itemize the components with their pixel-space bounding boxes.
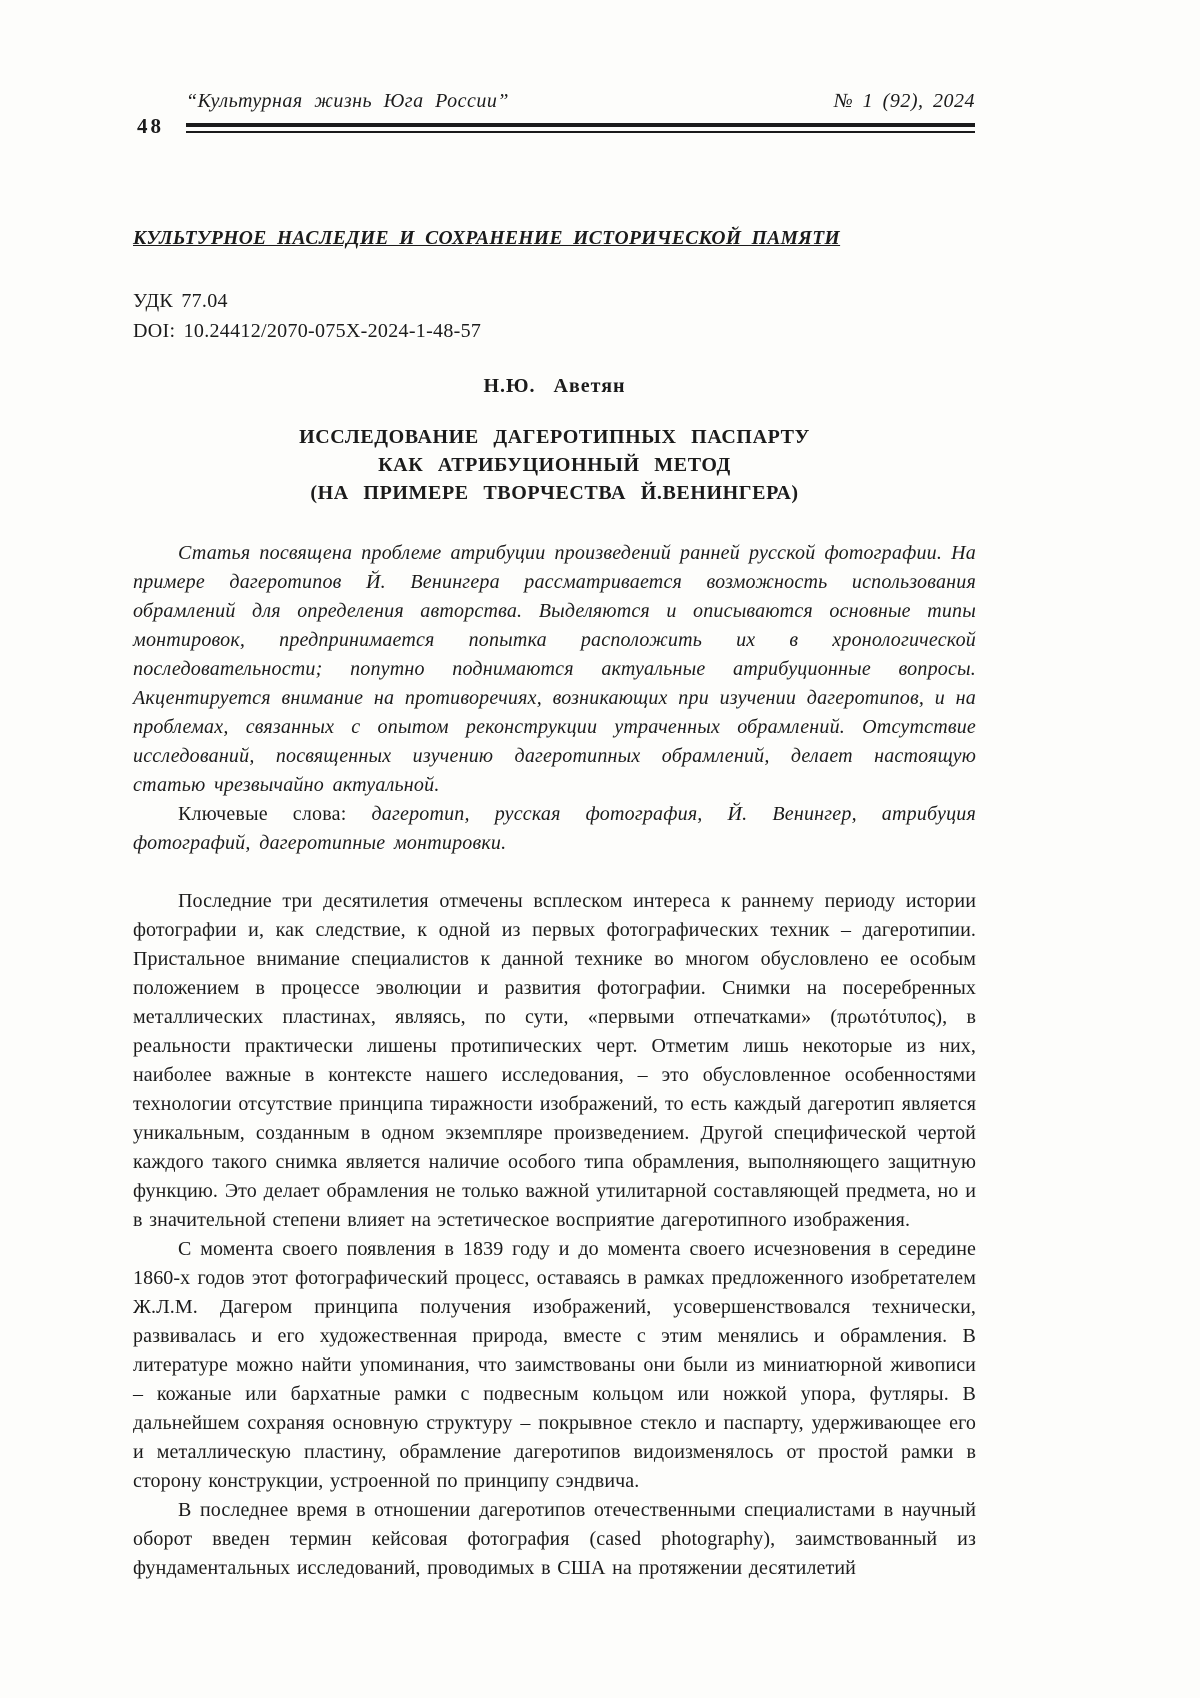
issue-info: № 1 (92), 2024 xyxy=(833,90,975,112)
title-line-3: (НА ПРИМЕРЕ ТВОРЧЕСТВА Й.ВЕНИНГЕРА) xyxy=(310,482,799,504)
article-content xyxy=(133,0,976,1583)
section-heading: КУЛЬТУРНОЕ НАСЛЕДИЕ И СОХРАНЕНИЕ ИСТОРИЧЕСКОЙ ПАМЯТИ xyxy=(133,228,841,249)
title-line-2: КАК АТРИБУЦИОННЫЙ МЕТОД xyxy=(378,454,731,476)
article-title xyxy=(133,423,976,507)
keywords-label: Ключевые слова: xyxy=(178,803,347,825)
body-paragraph: С момента своего появления в 1839 году и до момента своего исчезновения в середине 1860-х годов этот фотографический процесс, оставаясь в рамках предложенного изобретателем Ж.Л.М. Дагером принципа получения изображений, усовершенствовался технически, развивалась и его художественная природа, вместе с этим менялись и обрамления. В литературе можно найти упоминания, что заимствованы они были из миниатюрной живописи – кожаные или бархатные рамки с подвесным кольцом или ножкой упора, футляры. В дальнейшем сохраняя основную структуру – покрывное стекло и паспарту, удерживающее его и металлическую пластину, обрамление дагеротипов видоизменялось от простой рамки в сторону конструкции, устроенной по принципу сэндвича. xyxy=(133,1238,976,1492)
page-number: 48 xyxy=(137,114,164,138)
udc-code: УДК 77.04 xyxy=(133,290,228,312)
body-paragraph: Последние три десятилетия отмечены всплеском интереса к раннему периоду истории фотографии и, как следствие, к одной из первых фотографических техник – дагеротипии. Пристальное внимание специалистов к данной технике во многом обусловлено ее особым положением в процессе эволюции и развития фотографии. Снимки на посеребренных металлических пластинах, являясь, по сути, «первыми отпечатками» (πρωτότυπος), в реальности практически лишены протипических черт. Отметим лишь некоторые из них, наиболее важные в контексте нашего исследования, – это обусловленное особенностями технологии отсутствие принципа тиражности изображений, то есть каждый дагеротип является уникальным, созданным в одном экземпляре произведением. Другой специфической чертой каждого такого снимка является наличие особого типа обрамления, выполняющего защитную функцию. Это делает обрамления не только важной утилитарной составляющей предмета, но и в значительной степени влияет на эстетическое восприятие дагеротипного изображения. xyxy=(133,890,976,1231)
keywords-text: дагеротип, русская фотография, Й. Венингер, атрибуция фотографий, дагеротипные монтировки. xyxy=(133,803,976,854)
title-line-1: ИССЛЕДОВАНИЕ ДАГЕРОТИПНЫХ ПАСПАРТУ xyxy=(299,426,810,448)
body-paragraph: В последнее время в отношении дагеротипов отечественными специалистами в научный оборот введен термин кейсовая фотография (cased photography), заимствованный из фундаментальных исследований, проводимых в США на протяжении десятилетий xyxy=(133,1499,976,1579)
journal-title: “Культурная жизнь Юга России” xyxy=(186,90,509,112)
article-author: Н.Ю. Аветян xyxy=(483,375,626,397)
article-body xyxy=(133,887,976,1583)
doi-code: DOI: 10.24412/2070-075X-2024-1-48-57 xyxy=(133,320,482,342)
abstract-text: Статья посвящена проблеме атрибуции произведений ранней русской фотографии. На примере дагеротипов Й. Венингера рассматривается возможность использования обрамлений для определения авторства. Выделяются и описываются основные типы монтировок, предпринимается попытка расположить их в хронологической последовательности; попутно поднимаются актуальные атрибуционные вопросы. Акцентируется внимание на противоречиях, возникающих при изучении дагеротипов, и на проблемах, связанных с опытом реконструкции утраченных обрамлений. Отсутствие исследований, посвященных изучению дагеротипных обрамлений, делает настоящую статью чрезвычайно актуальной. xyxy=(133,542,976,796)
keywords-line xyxy=(133,800,976,858)
